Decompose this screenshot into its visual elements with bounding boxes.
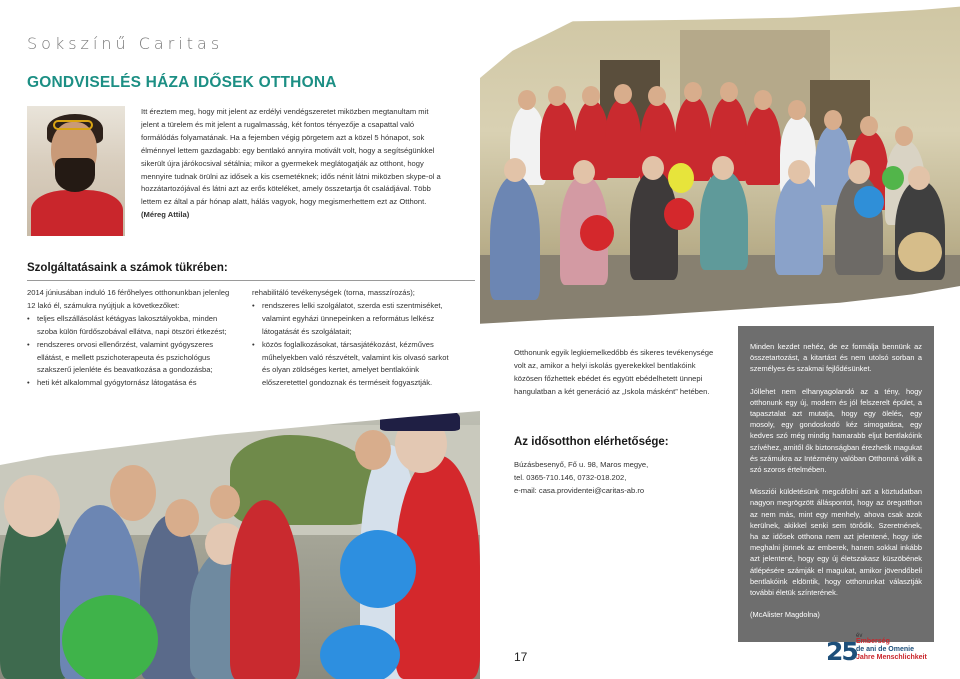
contact-phone: tel. 0365-710.146, 0732-018.202, [514, 472, 627, 482]
services-intro: 2014 júniusában induló 16 férőhelyes otthonunkban jelenleg 12 lakó él, számukra nyújtjuk a következőket: [27, 288, 230, 310]
quote-author: (Méreg Attila) [141, 210, 190, 220]
group-photo [480, 0, 960, 328]
anniversary-logo [826, 633, 938, 667]
sidebar-box [738, 326, 934, 642]
contact-details [514, 459, 724, 498]
logo-text [856, 633, 927, 662]
services-list-right [252, 300, 450, 390]
list-item: • heti két alkalommal gyógytornász látogatása és [27, 377, 232, 390]
divider [27, 280, 475, 281]
logo-line: de ani de Omenie [856, 646, 914, 653]
brand-name: Sokszínű Caritas [27, 34, 224, 53]
residents-photo [0, 405, 480, 679]
list-item: • rendszeres orvosi ellenőrzést, valamint gyógyszeres ellátást, e mellett pszichoterapeuta és pszichológus szakszerű jelenléte és beavatkozása a gondozásba; [27, 339, 232, 378]
services-list-left [27, 313, 232, 390]
list-item: • rendszeres lelki szolgálatot, szerda esti szentmiséket, valamint egyházi ünnepeinken a református lelkész látogatását és szolgálatait; [252, 300, 450, 339]
page-title: GONDVISELÉS HÁZA IDŐSEK OTTHONA [27, 74, 337, 91]
services-continuation: rehabilitáló tevékenységek (torna, masszírozás); [252, 288, 415, 297]
testimonial-quote [141, 106, 441, 222]
sidebar-paragraph: Minden kezdet nehéz, de ez formálja bennünk az összetartozást, a kitartást és nem utolsó sorban a személyes és szakmai fejlődésünket. [750, 342, 922, 374]
portrait-photo [27, 106, 125, 236]
services-column-right [252, 287, 450, 390]
contact-heading: Az idősotthon elérhetősége: [514, 436, 669, 448]
page-number: 17 [514, 650, 528, 664]
logo-line: Jahre Menschlichkeit [856, 654, 927, 661]
logo-line: Emberség [856, 638, 890, 645]
list-item: • teljes ellszállásolást kétágyas lakosztályokba, minden szoba külön fürdőszobával ellátva, napi ötszöri étkezést; [27, 313, 232, 339]
sidebar-paragraph: Jóllehet nem elhanyagolandó az a tény, hogy otthonunk egy új, modern és jól felszerelt épület, a tapasztalat azt mutatja, hogy egy ölelés, egy mosoly, egy gondoskodó kéz simogatása, egy kedves szó még mindig hamarabb eljut bentlakóink szívéhez, amitől ők biztonságban érezhetik magukat és számukra az Intézmény valóban Otthonná válik a szó szoros értelmében. [750, 386, 922, 475]
logo-number: 25 [826, 637, 857, 666]
services-column-left [27, 287, 232, 390]
sidebar-author: (McAlister Magdolna) [750, 610, 820, 620]
contact-email[interactable]: e-mail: casa.providentei@caritas-ab.ro [514, 485, 645, 495]
success-story: Otthonunk egyik legkiemelkedőbb és sikeres tevékenysége volt az, amikor a helyi iskolás gyerekekkel bentlakóink közösen főzhettek ebédet és együtt ebédelhetett ünnepi hangulatban a két generáció az „Iskola másként” hetében. [514, 348, 714, 396]
sidebar-paragraph: Missziói küldetésünk megcáfolni azt a köztudatban nagyon megrögzött álláspontot, hogy az öregotthon az nem más, mint egy menhely, ahova csak azok kerülnek, akikkel senki sem törődik. Szeretnének, ha az idősek otthona nem azt jelentené, hogy ide meghalni jönnek az emberek, hanem sokkal inkább azt jelentené, hogy egy új életszakasz küszöbének átlépésére számják el magukat, amikor jövendőbeli bentlakóink eldöntik, hogy otthonunkat választják további életük színterének. [750, 487, 922, 598]
services-heading: Szolgáltatásaink a számok tükrében: [27, 262, 228, 274]
contact-address: Búzásbesenyő, Fő u. 98, Maros megye, [514, 460, 649, 469]
logo-ev: év [856, 633, 863, 639]
quote-text: Itt éreztem meg, hogy mit jelent az erdélyi vendégszeretet miközben megtanultam mit jelent a türelem és mit jelent a rugalmasság, két fontos tényezője a csapattal való formálódás folyamatának. Ha a fejemben végig pörgetem azt a közel 5 hónapot, sok élménnyel lettem gazdagabb: egy bentlakó annyira motivált volt, hogy a segítségünkkel sikerült újra járókocsival sétálnia; mikor a gyermekek meglátogatják az otthont, hogy mennyire tudnak örülni az idősek a kis csemetéknek; idős nénit látni miközben skype-ol a hozzátartozójával és látni azt az erős köteléket, amely összetartja őt családjával. Több lettem ez által a pár hónap alatt, hálás vagyok, hogy megismerhettem ezt az Otthont. [141, 107, 441, 207]
list-item: • közös foglalkozásokat, társasjátékozást, kézműves műhelyekben való részvételt, valamint kis olvasó sarkot és olyan zöldséges kertet, amelyet bentlakóink előszeretettel gondoznak és terméseit fogyasztják. [252, 339, 450, 391]
